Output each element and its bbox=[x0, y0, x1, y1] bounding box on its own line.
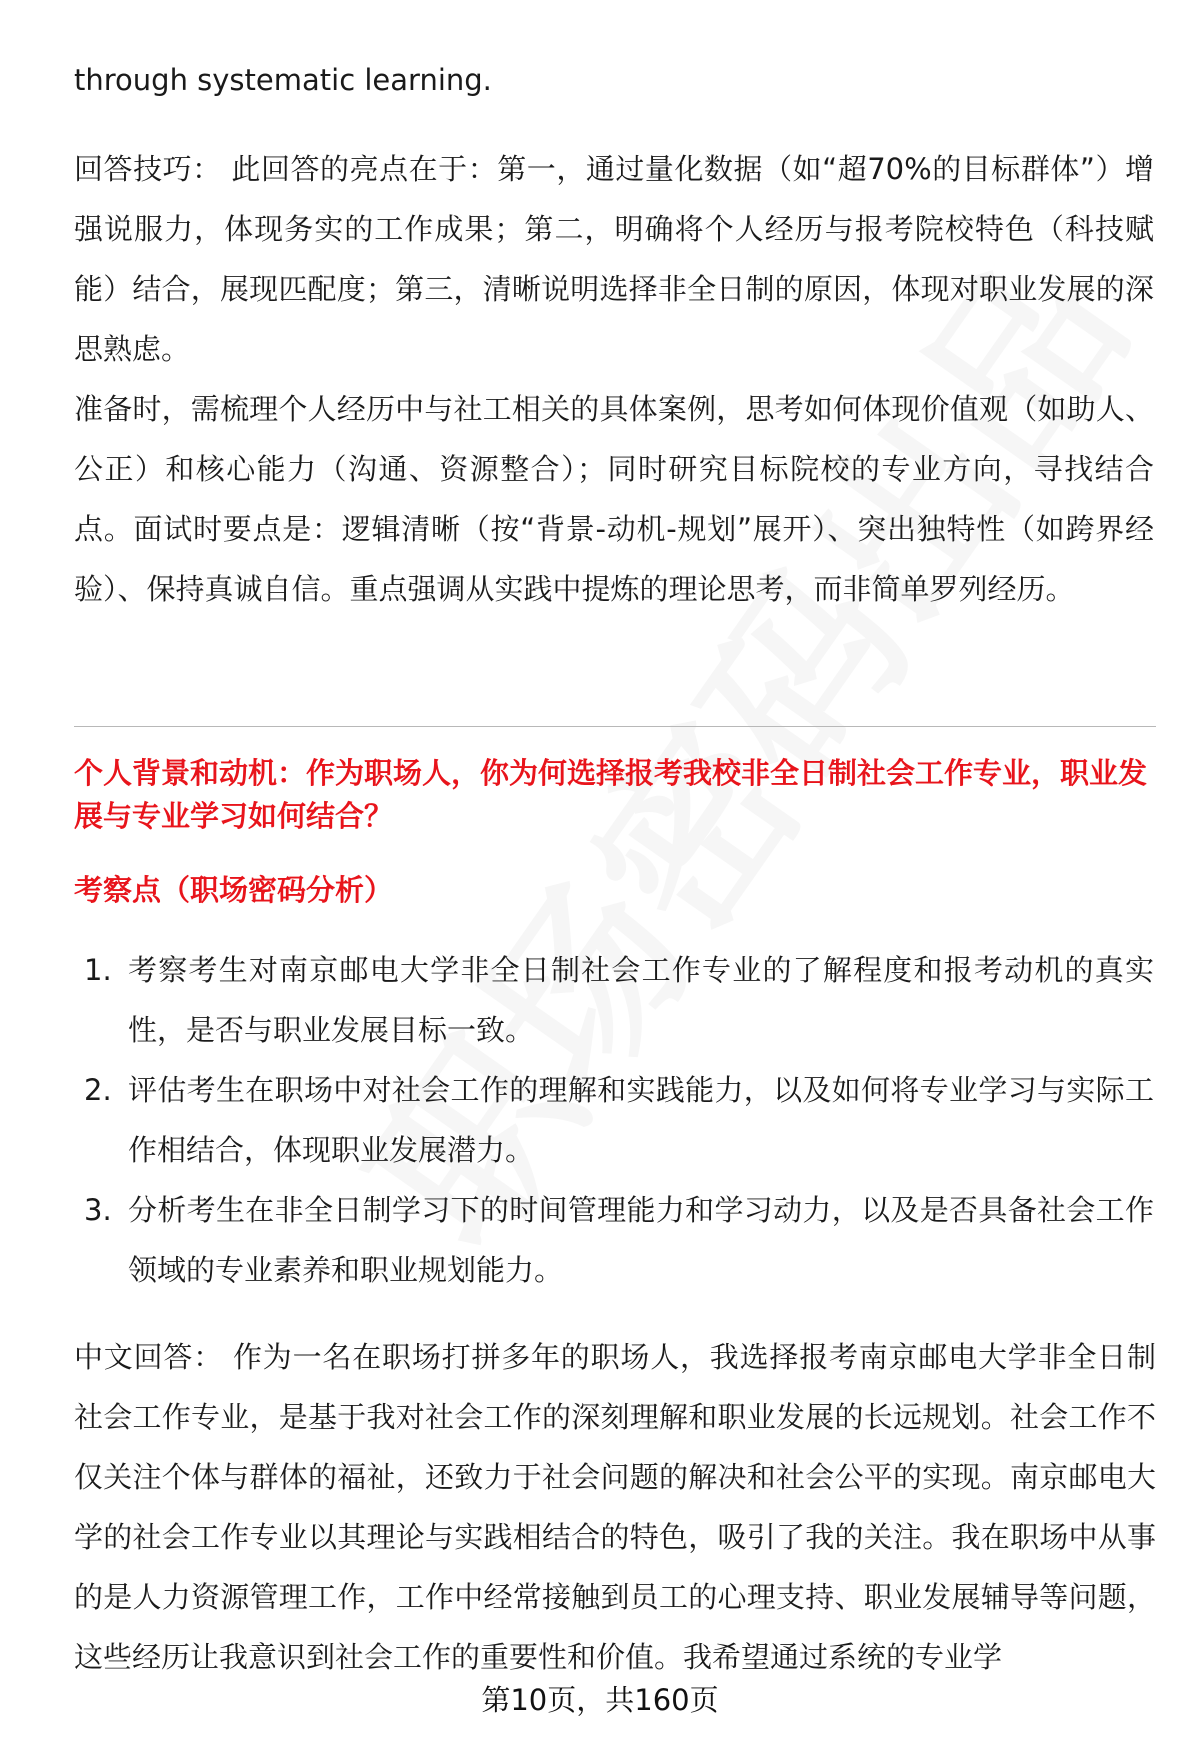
list-item bbox=[74, 1180, 1154, 1300]
exam-points-list bbox=[74, 940, 1154, 1300]
section-divider bbox=[74, 726, 1156, 727]
list-item bbox=[74, 940, 1154, 1060]
list-item bbox=[74, 1060, 1154, 1180]
chinese-answer-paragraph: 中文回答： 作为一名在职场打拼多年的职场人，我选择报考南京邮电大学非全日制社会工作专业，是基于我对社会工作的深刻理解和职业发展的长远规划。社会工作不仅关注个体与群体的福祉，还致力于社会问题的解决和社会公平的实现。南京邮电大学的社会工作专业以其理论与实践相结合的特色，吸引了我的关注。我在职场中从事的是人力资源管理工作，工作中经常接触到员工的心理支持、职业发展辅导等问题，这些经历让我意识到社会工作的重要性和价值。我希望通过系统的专业学 bbox=[74, 1340, 1156, 1674]
list-item-text: 考察考生对南京邮电大学非全日制社会工作专业的了解程度和报考动机的真实性，是否与职业发展目标一致。 bbox=[128, 953, 1154, 1047]
list-item-number: 1. bbox=[84, 953, 112, 987]
exam-points-heading: 考察点（职场密码分析） bbox=[74, 873, 394, 907]
paragraph-continuation: through systematic learning. bbox=[74, 63, 492, 97]
question-title: 个人背景和动机：作为职场人，你为何选择报考我校非全日制社会工作专业，职业发展与专业学习如何结合？ bbox=[74, 756, 1148, 833]
preparation-paragraph: 准备时，需梳理个人经历中与社工相关的具体案例，思考如何体现价值观（如助人、公正）和核心能力（沟通、资源整合）；同时研究目标院校的专业方向，寻找结合点。面试时要点是：逻辑清晰（按“背景-动机-规划”展开）、突出独特性（如跨界经验）、保持真诚自信。重点强调从实践中提炼的理论思考，而非简单罗列经历。 bbox=[74, 392, 1154, 606]
list-item-text: 分析考生在非全日制学习下的时间管理能力和学习动力，以及是否具备社会工作领域的专业素养和职业规划能力。 bbox=[128, 1193, 1154, 1287]
answer-tips-paragraph: 回答技巧： 此回答的亮点在于：第一，通过量化数据（如“超70%的目标群体”）增强说服力，体现务实的工作成果；第二，明确将个人经历与报考院校特色（科技赋能）结合，展现匹配度；第三，清晰说明选择非全日制的原因，体现对职业发展的深思熟虑。 bbox=[74, 152, 1154, 366]
list-item-number: 3. bbox=[84, 1193, 112, 1227]
list-item-number: 2. bbox=[84, 1073, 112, 1107]
page-number-footer: 第10页，共160页 bbox=[481, 1683, 719, 1717]
list-item-text: 评估考生在职场中对社会工作的理解和实践能力，以及如何将专业学习与实际工作相结合，体现职业发展潜力。 bbox=[128, 1073, 1154, 1167]
